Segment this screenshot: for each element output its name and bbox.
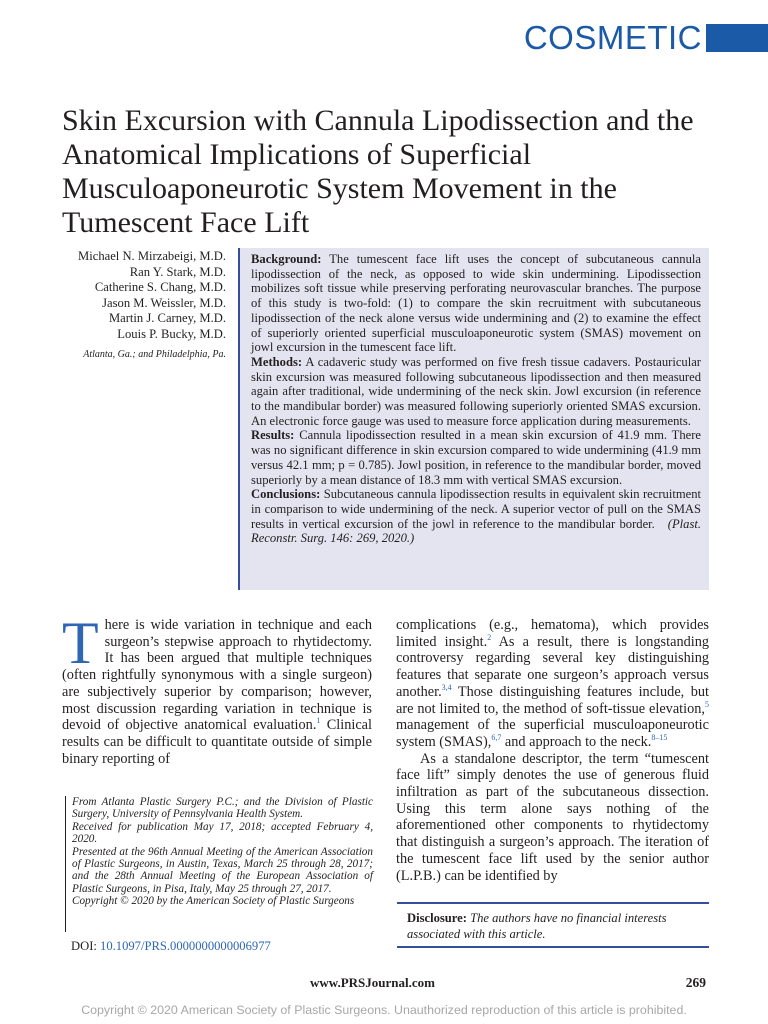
section-tag-bar — [706, 24, 768, 52]
citation: (Plast. Reconstr. Surg. 146: 269, 2020.) — [251, 516, 702, 546]
abstract-label: Results: — [251, 428, 295, 443]
reference-link[interactable]: 2 — [487, 632, 492, 642]
abstract-text: Subcutaneous cannula lipodissection results in equivalent skin recruitment in comparison to wide undermining of the neck. A superior vector of pull on the SMAS results in vertical excursion of the jowl in reference to the mandibular border. — [251, 487, 701, 531]
reference-link[interactable]: 5 — [705, 699, 709, 709]
abstract-text: The tumescent face lift uses the concept of subcutaneous cannula lipodissection of the neck, as opposed to wide skin undermining. Lipodissection mobilizes soft tissue while preserving perforating neurovascular branches. The purpose of this study is two-fold: (1) to compare the skin recruitment with subcutaneous lipodissection of the neck alone versus wide undermining and (2) to examine the effect of superiorly oriented superficial musculoaponeurotic system (SMAS) movement on jowl excursion in the tumescent face lift. — [251, 252, 701, 355]
abstract-label: Background: — [251, 252, 322, 266]
doi-label: DOI: — [71, 939, 97, 953]
section-tag: COSMETIC — [523, 19, 702, 56]
abstract-methods — [251, 355, 701, 429]
body-text: Those distinguishing features include, but are not limited to, the method of soft-tissue elevation, — [396, 683, 709, 717]
abstract-results — [251, 428, 701, 487]
author-name: Martin J. Carney, M.D. — [108, 311, 226, 325]
doi-link[interactable]: 10.1097/PRS.0000000000006977 — [100, 939, 271, 953]
abstract-text: Cannula lipodissection resulted in a mean skin excursion of 41.9 mm. There was no significant difference in skin excursion compared to wide undermining (41.9 mm versus 42.1 mm; p = 0.785). Jowl position, in reference to the mandibular border, moved superiorly by a mean distance of 18.3 mm with vertical SMAS excursion. — [251, 428, 701, 487]
abstract-box — [238, 248, 709, 590]
author-name: Louis P. Bucky, M.D. — [117, 326, 226, 341]
reference-link[interactable]: 8–15 — [651, 733, 668, 743]
body-column-right — [396, 617, 709, 884]
article-footnote — [65, 796, 373, 932]
body-text: here is wide variation in technique and each surgeon’s stepwise approach to rhytidectomy. It has been argued that multiple techniques (often rightfully synonymous with a single surgeon) are subjectively superior by comparison; however, most discussion regarding variation in technique is devoid of objective anatomical evaluation. — [62, 617, 372, 734]
author-name: Catherine S. Chang, M.D. — [94, 280, 226, 294]
body-text: management of the superficial musculoaponeurotic system (SMAS), — [396, 717, 709, 750]
abstract-label: Methods: — [251, 354, 303, 369]
body-paragraph: As a standalone descriptor, the term “tumescent face lift” simply denotes the use of generous fluid infiltration as part of the subcutaneous dissection. Using this term alone says nothing of the aforementioned other components to rhytidectomy that distinguish a surgeon’s approach. The iteration of the tumescent face lift used by the senior author (L.P.B.) can be identified by — [396, 750, 709, 884]
author-name: Michael N. Mirzabeigi, M.D. — [78, 249, 226, 263]
abstract-label: Conclusions: — [251, 487, 321, 502]
body-paragraph — [396, 617, 709, 751]
abstract-conclusions — [251, 487, 701, 546]
journal-url[interactable]: www.PRSJournal.com — [310, 975, 435, 990]
abstract-text: A cadaveric study was performed on five fresh tissue cadavers. Postauricular skin excursion was measured following subcutaneous lipodissection and then measured again after traditional, wide undermining of the neck skin. Jowl excursion (in reference to the mandibular border) was measured following superiorly oriented SMAS excursion. An electronic force gauge was used to measure force application during measurements. — [251, 354, 701, 428]
abstract-background — [251, 252, 701, 355]
doi-line — [71, 939, 271, 954]
disclosure-box — [397, 902, 709, 948]
author-list — [52, 249, 226, 363]
footnote-copyright: Copyright © 2020 by the American Society of Plastic Surgeons — [72, 895, 355, 908]
body-text: Clinical results can be difficult to quantitate outside of simple binary reporting of — [62, 717, 373, 767]
article-title: Skin Excursion with Cannula Lipodissection and the Anatomical Implications of Superficial Musculoaponeurotic System Movement in the Tumescent Face Lift — [62, 104, 694, 239]
author-name: Ran Y. Stark, M.D. — [129, 264, 226, 279]
author-locations: Atlanta, Ga.; and Philadelphia, Pa. — [83, 349, 226, 360]
reference-link[interactable]: 3,4 — [441, 683, 452, 693]
body-text: As a result, there is longstanding controversy regarding several key distinguishing features that separate one surgeon’s approach versus another. — [396, 633, 710, 700]
page-number: 269 — [685, 975, 706, 990]
disclosure-label: Disclosure: — [407, 911, 467, 925]
body-text: complications (e.g., hematoma), which provides limited insight. — [396, 617, 709, 650]
disclosure-text: The authors have no financial interests associated with this article. — [407, 911, 667, 941]
footnote-affiliation: From Atlanta Plastic Surgery P.C.; and the Division of Plastic Surgery, University of Pennsylvania Health System. — [72, 796, 373, 821]
body-column-left — [62, 610, 373, 767]
footnote-received: Received for publication May 17, 2018; accepted February 4, 2020. — [72, 820, 373, 846]
body-text: and approach to the neck. — [501, 733, 652, 750]
author-name: Jason M. Weissler, M.D. — [102, 295, 226, 310]
footnote-presented: Presented at the 96th Annual Meeting of the American Association of Plastic Surgeons, in Austin, Texas, March 25 through 28, 2017; and the 28th Annual Meeting of the European Association of Plastic Surgeons, in Pisa, Italy, May 25 through 27, 2017. — [72, 845, 373, 895]
copyright-notice: Copyright © 2020 American Society of Plastic Surgeons. Unauthorized reproduction of this article is prohibited. — [81, 1003, 687, 1017]
drop-cap: T — [62, 610, 99, 676]
reference-link[interactable]: 6,7 — [491, 733, 502, 743]
reference-link[interactable]: 1 — [316, 716, 321, 726]
